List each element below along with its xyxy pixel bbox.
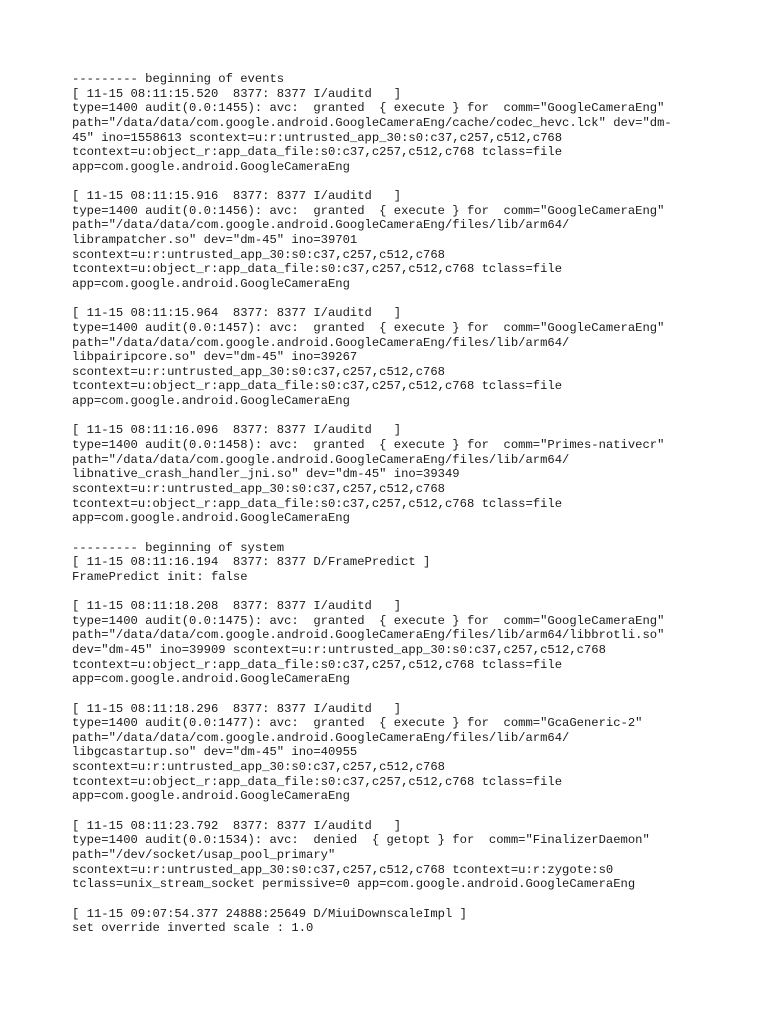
log-entry-line: libgcastartup.so" dev="dm-45" ino=40955 (72, 745, 358, 760)
blank-line (72, 526, 712, 541)
blank-line (72, 892, 712, 907)
log-entry (72, 819, 712, 892)
log-entry-line: librampatcher.so" dev="dm-45" ino=39701 (72, 233, 358, 248)
log-entry-line: type=1400 audit(0.0:1458): avc: granted { execute } for comm="Primes-nativecr" (72, 438, 665, 453)
log-entry-line: path="/data/data/com.google.android.GoogleCameraEng/files/lib/arm64/libbrotli.so" (72, 628, 665, 643)
blank-line (72, 687, 712, 702)
log-entry-line: 45" ino=1558613 scontext=u:r:untrusted_app_30:s0:c37,c257,c512,c768 (72, 130, 563, 145)
log-entry-line: app=com.google.android.GoogleCameraEng (72, 394, 350, 409)
log-entry-line: scontext=u:r:untrusted_app_30:s0:c37,c257,c512,c768 tcontext=u:r:zygote:s0 (72, 862, 614, 877)
log-entry-line: dev="dm-45" ino=39909 scontext=u:r:untrusted_app_30:s0:c37,c257,c512,c768 (72, 642, 606, 657)
log-entry (72, 423, 712, 525)
log-entry (72, 907, 712, 936)
log-entry-line: path="/data/data/com.google.android.GoogleCameraEng/files/lib/arm64/ (72, 335, 570, 350)
log-entry (72, 87, 712, 175)
log-entry-line: FramePredict init: false (72, 569, 248, 584)
log-entry-line: path="/data/data/com.google.android.GoogleCameraEng/cache/codec_hevc.lck" dev="dm- (72, 115, 672, 130)
log-entry-header: [ 11-15 08:11:15.520 8377: 8377 I/auditd ] (72, 86, 402, 101)
log-entry (72, 702, 712, 804)
log-document (72, 72, 712, 936)
log-entry-header: [ 11-15 08:11:23.792 8377: 8377 I/auditd ] (72, 818, 402, 833)
log-entry-line: type=1400 audit(0.0:1455): avc: granted { execute } for comm="GoogleCameraEng" (72, 101, 665, 116)
log-entry-line: scontext=u:r:untrusted_app_30:s0:c37,c257,c512,c768 (72, 481, 445, 496)
blank-line (72, 292, 712, 307)
log-entry-line: tcontext=u:object_r:app_data_file:s0:c37,c257,c512,c768 tclass=file (72, 379, 563, 394)
log-entry-line: tcontext=u:object_r:app_data_file:s0:c37,c257,c512,c768 tclass=file (72, 262, 563, 277)
log-entry-line: scontext=u:r:untrusted_app_30:s0:c37,c257,c512,c768 (72, 247, 445, 262)
blank-line (72, 409, 712, 424)
log-entry-line: tcontext=u:object_r:app_data_file:s0:c37,c257,c512,c768 tclass=file (72, 657, 563, 672)
log-entry-line: path="/data/data/com.google.android.GoogleCameraEng/files/lib/arm64/ (72, 218, 570, 233)
log-entry (72, 599, 712, 687)
log-entry-line: app=com.google.android.GoogleCameraEng (72, 276, 350, 291)
log-entry-line: set override inverted scale : 1.0 (72, 921, 314, 936)
log-entry-line: app=com.google.android.GoogleCameraEng (72, 789, 350, 804)
log-entry-line: libnative_crash_handler_jni.so" dev="dm-45" ino=39349 (72, 467, 460, 482)
log-entry-line: type=1400 audit(0.0:1457): avc: granted { execute } for comm="GoogleCameraEng" (72, 320, 665, 335)
log-entry-line: type=1400 audit(0.0:1456): avc: granted { execute } for comm="GoogleCameraEng" (72, 203, 665, 218)
log-body (72, 72, 712, 936)
log-entry-line: type=1400 audit(0.0:1477): avc: granted { execute } for comm="GcaGeneric-2" (72, 716, 643, 731)
log-entry (72, 189, 712, 291)
log-entry (72, 555, 712, 584)
log-entry-line: app=com.google.android.GoogleCameraEng (72, 672, 350, 687)
log-entry-header: [ 11-15 08:11:16.096 8377: 8377 I/auditd ] (72, 423, 402, 438)
log-entry-line: type=1400 audit(0.0:1534): avc: denied { getopt } for comm="FinalizerDaemon" (72, 833, 650, 848)
log-entry-header: [ 11-15 08:11:15.916 8377: 8377 I/auditd ] (72, 189, 402, 204)
log-entry (72, 306, 712, 408)
log-entry-header: [ 11-15 08:11:18.296 8377: 8377 I/auditd ] (72, 701, 402, 716)
log-entry-header: [ 11-15 08:11:16.194 8377: 8377 D/FramePredict ] (72, 555, 431, 570)
log-entry-header: [ 11-15 08:11:15.964 8377: 8377 I/auditd ] (72, 306, 402, 321)
log-entry-line: scontext=u:r:untrusted_app_30:s0:c37,c257,c512,c768 (72, 364, 445, 379)
log-entry-line: tcontext=u:object_r:app_data_file:s0:c37,c257,c512,c768 tclass=file (72, 774, 563, 789)
log-entry-line: libpairipcore.so" dev="dm-45" ino=39267 (72, 350, 358, 365)
log-entry-header: [ 11-15 09:07:54.377 24888:25649 D/MiuiDownscaleImpl ] (72, 906, 467, 921)
log-entry-line: tcontext=u:object_r:app_data_file:s0:c37,c257,c512,c768 tclass=file (72, 496, 563, 511)
section-header: --------- beginning of events (72, 72, 285, 86)
section-header: --------- beginning of system (72, 540, 285, 555)
log-entry-line: tcontext=u:object_r:app_data_file:s0:c37,c257,c512,c768 tclass=file (72, 145, 563, 160)
log-entry-line: scontext=u:r:untrusted_app_30:s0:c37,c257,c512,c768 (72, 760, 445, 775)
blank-line (72, 584, 712, 599)
log-entry-line: path="/dev/socket/usap_pool_primary" (72, 847, 336, 862)
log-entry-line: type=1400 audit(0.0:1475): avc: granted { execute } for comm="GoogleCameraEng" (72, 613, 665, 628)
log-entry-line: app=com.google.android.GoogleCameraEng (72, 511, 350, 526)
log-entry-line: app=com.google.android.GoogleCameraEng (72, 159, 350, 174)
log-entry-line: path="/data/data/com.google.android.GoogleCameraEng/files/lib/arm64/ (72, 730, 570, 745)
log-entry-line: path="/data/data/com.google.android.GoogleCameraEng/files/lib/arm64/ (72, 452, 570, 467)
log-entry-header: [ 11-15 08:11:18.208 8377: 8377 I/auditd ] (72, 599, 402, 614)
blank-line (72, 174, 712, 189)
log-entry-line: tclass=unix_stream_socket permissive=0 app=com.google.android.GoogleCameraEng (72, 877, 636, 892)
blank-line (72, 804, 712, 819)
